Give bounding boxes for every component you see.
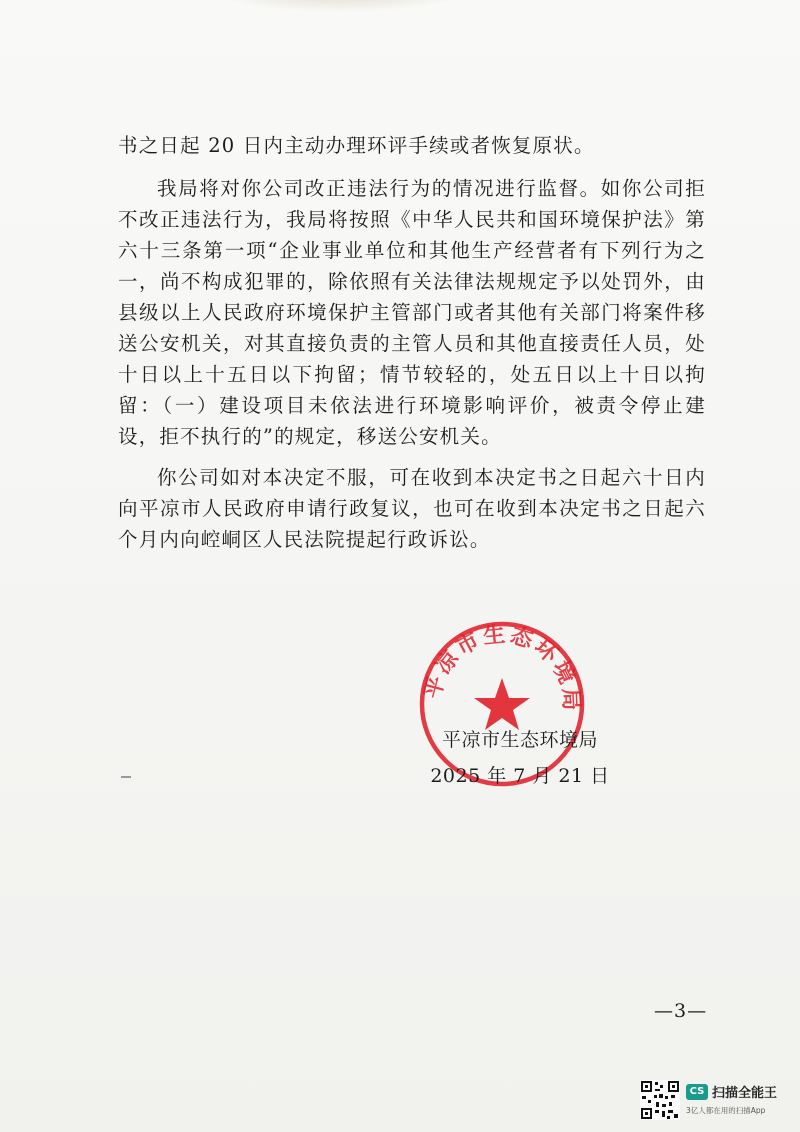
camscanner-logo-icon: CS [686, 1084, 708, 1100]
brand-name: 扫描全能王 [712, 1086, 778, 1101]
scan-speck [121, 776, 131, 778]
paragraph-3: 你公司如对本决定不服，可在收到本决定书之日起六十日内向平凉市人民政府申请行政复议，也可在收到本决定书之日起六个月内向崆峒区人民法院提起行政诉讼。 [118, 466, 706, 551]
seal-text: 平凉市生态环境局 [420, 622, 584, 714]
paragraph-2: 我局将对你公司改正违法行为的情况进行监督。如你公司拒不改正违法行为，我局将按照《中华人民共和国环境保护法》第六十三条第一项“企业事业单位和其他生产经营者有下列行为之一，尚不构成犯罪的，除依照有关法律法规规定予以处罚外，由县级以上人民政府环境保护主管部门或者其他有关部门将案件移送公安机关，对其直接负责的主管人员和其他直接责任人员，处十日以上十五日以下拘留；情节较轻的，处五日以上十日以拘留：（一）建设项目未依法进行环境影响评价，被责令停止建设，拒不执行的”的规定，移送公安机关。 [118, 177, 706, 448]
signature-block [420, 722, 620, 794]
issue-date: 2025 年 7 月 21 日 [430, 765, 610, 787]
issuer-name: 平凉市生态环境局 [441, 729, 598, 751]
qr-code-icon [640, 1080, 680, 1120]
document-body [118, 130, 706, 555]
brand-tagline: 3亿人都在用的扫描App [686, 1106, 766, 1115]
scanner-watermark [640, 1080, 800, 1124]
paragraph-1: 书之日起 20 日内主动办理环评手续或者恢复原状。 [118, 134, 595, 157]
scan-shadow [210, 0, 470, 12]
page-number: —3— [654, 1000, 708, 1022]
